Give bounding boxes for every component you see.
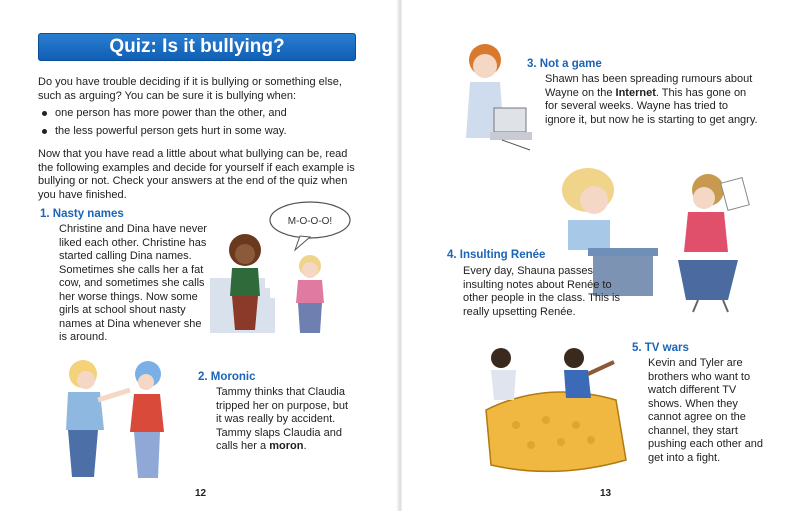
not-a-game-illustration bbox=[450, 38, 538, 158]
nasty-names-illustration bbox=[210, 198, 360, 338]
page-number-left: 12 bbox=[195, 488, 207, 499]
item-4-heading: 4. Insulting Renée bbox=[447, 249, 546, 261]
item-2-text: Tammy thinks that Claudia tripped her on purpose, but it was really by accident. Tammy slaps Claudia and calls her a moron. bbox=[216, 386, 349, 452]
moronic-illustration bbox=[38, 352, 198, 482]
instructions-text: Now that you have read a little about what bullying can be, read the following examples and decide for yourself if each example is bullying or not. Check your answers at the end of the quiz when you have finished. bbox=[38, 148, 355, 201]
bullet-item-2: the less powerful person gets hurt in some way. bbox=[42, 125, 287, 137]
item-4-text: Every day, Shauna passes insulting notes about Renée to other people in the class. This is really upsetting Renée. bbox=[463, 265, 620, 318]
page-left bbox=[0, 0, 398, 511]
bullet-dot bbox=[42, 111, 47, 116]
speech-text: M-O-O-O! bbox=[287, 216, 333, 227]
page-number-right: 13 bbox=[600, 488, 612, 499]
item-5-heading: 5. TV wars bbox=[632, 342, 689, 354]
item-3-text: Shawn has been spreading rumours about Wayne on the Internet. This has gone on for several weeks. Wayne has tried to ignore it, but now he is starting to get angry. bbox=[545, 73, 758, 126]
item-1-text: Christine and Dina have never liked each other. Christine has started calling Dina names. Sometimes she calls her a fat cow, and sometimes she calls her worse things. Now some girls at school shout nasty names at Dina whenever she is around. bbox=[59, 223, 207, 343]
tv-wars-illustration bbox=[466, 340, 636, 490]
item-2-heading: 2. Moronic bbox=[198, 371, 256, 383]
item-5-text: Kevin and Tyler are brothers who want to watch different TV shows. When they cannot agree on the channel, they start pushing each other and get into a fight. bbox=[648, 357, 763, 464]
item-3-heading: 3. Not a game bbox=[527, 58, 602, 70]
item-1-heading: 1. Nasty names bbox=[40, 208, 124, 220]
page-right bbox=[402, 0, 800, 511]
bullet-dot bbox=[42, 129, 47, 134]
intro-text: Do you have trouble deciding if it is bullying or something else, such as arguing? You can be sure it is bullying when: bbox=[38, 76, 342, 102]
bullet-item-1: one person has more power than the other, and bbox=[42, 107, 287, 119]
page-title: Quiz: Is it bullying? bbox=[38, 33, 356, 61]
